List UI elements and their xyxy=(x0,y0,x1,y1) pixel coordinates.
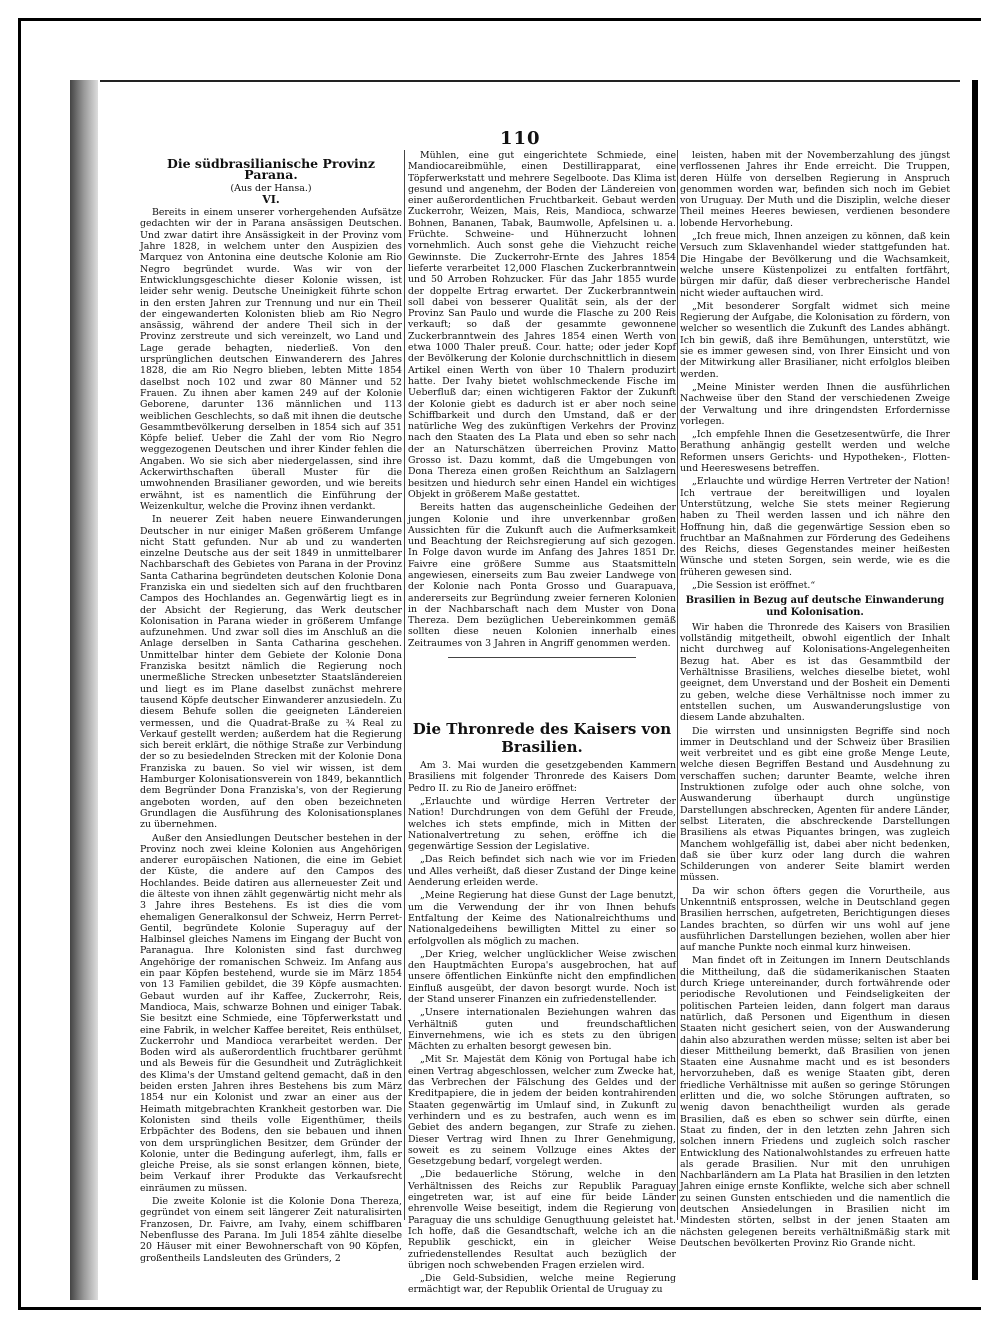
paragraph: In neuerer Zeit haben neuere Einwanderungen Deutscher in nur einiger Maßen größerem Umfange nicht Statt gefunden. Nur ab und zu wanderten einzelne Deutsche aus der seit 1849 in unmittelbarer Nachbarschaft des Gebietes von Parana in der Provinz Santa Catharina begründeten deutschen Kolonie Dona Franziska ein und siedelten sich auf den fruchtbaren Campos des Hochlandes an. Gegenwärtig liegt es in der Absicht der Regierung, das Werk deutscher Kolonisation in Parana wieder in größerem Umfange aufzunehmen. Und zwar soll dies im Anschluß an die Anlage derselben in Santa Catharina geschehen. Unmittelbar hinter dem Gebiete der Kolonie Dona Franziska besitzt nämlich die Regierung noch unermeßliche Strecken unbesetzter Staatsländereien und liegt es im Plane daselbst zunächst mehrere tausend Köpfe deutscher Einwanderer anzusiedeln. Zu diesem Behufe sollen die geeigneten Ländereien vermessen, und die Quadrat-Braße zu ¾ Real zu Verkauf gestellt werden; außerdem hat die Regierung sich bereit erklärt, die nöthige Straße zur Verbindung der so zu besiedelnden Strecken mit der Kolonie Dona Franziska zu bauen. So viel wir wissen, ist dem Hamburger Kolonisationsverein von 1849, bekanntlich dem Begründer Dona Franziska's, von der Regierung angeboten worden, auf den oben bezeichneten Grundlagen die Ausführung des Kolonisationsplanes zu übernehmen. xyxy=(140,514,402,831)
column-rule xyxy=(677,150,678,1220)
column-3 xyxy=(680,150,950,1251)
paragraph: „Das Reich befindet sich nach wie vor im Frieden und Alles verheißt, daß dieser Zustand der Dinge keine Aenderung erleiden werde. xyxy=(408,854,676,889)
column-2 xyxy=(408,150,676,1298)
paragraph: Wir haben die Thronrede des Kaisers von Brasilien vollständig mitgetheilt, obwohl eigentlich der Inhalt nicht durchweg auf Kolonisations-Angelegenheiten Bezug hat. Aber es ist das Gesammtbild der Verhältnisse Brasiliens, welches dieselbe bietet, wohl geeignet, dem Unverstand und der Bosheit ein Dementi zu geben, welche diese Verhältnisse noch immer zu entstellen suchen, um Auswanderungslustige von diesem Lande abzuhalten. xyxy=(680,621,950,724)
paragraph: Man findet oft in Zeitungen im Innern Deutschlands die Mittheilung, daß die südamerikanischen Staaten durch Kriege untereinander, durch fortwährende oder periodische Revolutionen und Feindseligkeiten der politischen Parteien leiden, dann folgert man daraus natürlich, daß Personen und Eigenthum in diesen Staaten nicht gesichert seien, von der Auswanderung dahin also abzurathen werden müsse; selten ist aber bei dieser Mittheilung bemerkt, daß Brasilien von jenen Staaten eine Ausnahme macht und es ist besonders hervorzuheben, daß es wenige Staaten gibt, deren friedliche Verhältnisse mit außen so geringe Störungen erlitten und die, wo solche Störungen auftraten, so wenig davon benachtheiligt wurden als gerade Brasilien, daß es eben so schwer sein dürfte, einen Staat zu finden, der in den letzten zehn Jahren sich solchen innern Friedens und zugleich solch rascher Entwicklung des Nationalwohlstandes zu erfreuen hatte als gerade Brasilien. Nur mit den unruhigen Nachbarländern am La Plata hat Brasilien in den letzten Jahren einige ernste Konflikte, welche sich aber schnell zu seinen Gunsten entschieden und die namentlich die deutschen Ansiedelungen in Brasilien nicht im Mindesten störten, selbst in der jenen Staaten am nächsten gelegenen bereits verhältnißmäßig stark mit Deutschen bevölkerten Provinz Rio Grande nicht. xyxy=(680,955,950,1249)
paragraph: „Die Geld-Subsidien, welche meine Regierung ermächtigt war, der Republik Oriental de Uruguay zu xyxy=(408,1273,676,1296)
paragraph: leisten, haben mit der Novemberzahlung des jüngst verflossenen Jahres ihr Ende erreicht. Die Truppen, deren Hülfe von derselben Regierung in Anspruch genommen worden war, befinden sich noch im Gebiet von Uruguay. Der Muth und die Disziplin, welche dieser Theil meines Heeres bewiesen, verdienen besondere lobende Hervorhebung. xyxy=(680,150,950,229)
paragraph: Die zweite Kolonie ist die Kolonie Dona Thereza, gegründet von einem seit längerer Zeit naturalisirten Franzosen, Dr. Faivre, am Ivahy, einem schiffbaren Nebenflusse des Parana. Im Juli 1854 zählte dieselbe 20 Häuser mit einer Bewohnerschaft von 90 Köpfen, großentheils Landsleuten des Gründers, 2 xyxy=(140,1196,402,1264)
paragraph: Mühlen, eine gut eingerichtete Schmiede, eine Mandiocareibmühle, einen Destillirapparat, eine Töpferwerkstatt und mehrere Segelboote. Das Klima ist gesund und angenehm, der Boden der Ländereien von einer außerordentlichen Fruchtbarkeit. Gebaut werden Zuckerrohr, Weizen, Mais, Reis, Mandioca, schwarze Bohnen, Bananen, Tabak, Baumwolle, Apfelsinen u. a. Früchte. Schweine- und Hühnerzucht lohnen vornehmlich. Auch sonst gehe die Viehzucht reiche Gewinnste. Die Zuckerrohr-Ernte des Jahres 1854 lieferte verarbeitet 12,000 Flaschen Zuckerbranntwein und 50 Arroben Rohzucker. Für das Jahr 1855 wurde der doppelte Ertrag erwartet. Der Zuckerbranntwein soll dabei von besserer Qualität sein, als der der Provinz San Paulo und wurde die Flasche zu 200 Reis verkauft; so daß der gesammte gewonnene Zuckerbranntwein des Jahres 1854 einen Werth von etwa 1000 Thaler preuß. Cour. hatte; oder jeder Kopf der Bevölkerung der Kolonie durchschnittlich in diesem Artikel einen Werth von über 10 Thalern produzirt hatte. Der Ivahy bietet wohlschmeckende Fische im Ueberfluß dar; einen wichtigeren Faktor der Zukunft der Kolonie giebt es dadurch ist er aber noch seine Schiffbarkeit und durch den Umstand, daß er der natürliche Weg des zukünftigen Verkehrs der Provinz nach den Staaten des La Plata und eben so sehr nach der an Naturschätzen überreichen Provinz Matto Grosso ist. Dazu kommt, daß die Umgebungen von Dona Thereza einen großen Reichthum an Salzlagern besitzen und hiedurch sehr einen Handel ein wichtiges Objekt in größerem Maße gestattet. xyxy=(408,150,676,500)
book-spine xyxy=(70,80,98,1300)
paragraph: Bereits hatten das augenscheinliche Gedeihen der jungen Kolonie und ihre unverkennbar großen Aussichten für die Zukunft auch die Aufmerksamkeit und Beachtung der Reichsregierung auf sich gezogen. In Folge davon wurde im Anfang des Jahres 1851 Dr. Faivre eine größere Summe aus Staatsmitteln angewiesen, einerseits zum Bau zweier Landwege von der Kolonie nach Ponta Grosso und Guarapuava, andererseits zur Begründung zweier ferneren Kolonien in der Nachbarschaft nach dem Muster von Dona Thereza. Dem bezüglichen Uebereinkommen gemäß sollten diese neuen Kolonien innerhalb eines Zeitraumes von 3 Jahren in Angriff genommen werden. xyxy=(408,502,676,649)
paragraph: „Ich freue mich, Ihnen anzeigen zu können, daß kein Versuch zum Sklavenhandel wieder stattgefunden hat. Die Hingabe der Bevölkerung und die Wachsamkeit, welche unsere Küstenpolizei zu entfalten fortfährt, bürgen mir dafür, daß dieser verbrecherische Handel nicht wieder auftauchen wird. xyxy=(680,231,950,299)
column-rule xyxy=(404,150,405,1220)
page-number: 110 xyxy=(500,128,541,149)
article-part: VI. xyxy=(262,192,280,206)
paragraph: Am 3. Mai wurden die gesetzgebenden Kammern Brasiliens mit folgender Thronrede des Kaisers Dom Pedro II. zu Rio de Janeiro eröffnet: xyxy=(408,760,676,794)
paragraph: „Mit besonderer Sorgfalt widmet sich meine Regierung der Aufgabe, die Kolonisation zu fördern, von welcher so wesentlich die Zukunft des Landes abhängt. Ich bin gewiß, daß ihre Bemühungen, unterstützt, wie sie es immer gewesen sind, von Ihrer Einsicht und von der Mitwirkung aller Brasilianer, nicht erfolglos bleiben werden. xyxy=(680,300,950,380)
paragraph: Die wirrsten und unsinnigsten Begriffe sind noch immer in Deutschland und der Schweiz über Brasilien weit verbreitet und es gibt eine große Menge Leute, welche diesen Begriffen Bestand und Ausdehnung zu verschaffen suchen; darunter Beamte, welche ihren Instruktionen zufolge oder auch ohne solche, von Auswanderung überhaupt durch ungünstige Darstellungen abschrecken, Agenten für andere Länder, selbst Literaten, die abschreckende Darstellungen Brasiliens als etwas Piquantes bringen, was zugleich Manchem wohlgefällig ist, dabei aber nicht bedenken, daß sie über kurz oder lang durch die wahren Schilderungen von anderer Seite blamirt werden müssen. xyxy=(680,725,950,884)
separator xyxy=(448,657,636,658)
paragraph: „Mit Sr. Majestät dem König von Portugal habe ich einen Vertrag abgeschlossen, welcher zum Zwecke hat, das Verbrechen der Fälschung des Geldes und der Kreditpapiere, die in jedem der beiden kontrahirenden Staaten gegenwärtig im Umlauf sind, in Zukunft zu verhindern und es zu bestrafen, auch wenn es im Gebiet des andern begangen, zur Strafe zu ziehen. Dieser Vertrag wird Ihnen zu Ihrer Genehmigung, soweit es zu seinem Vollzuge eines Aktes der Gesetzgebung bedarf, vorgelegt werden. xyxy=(408,1054,676,1168)
paragraph: Außer den Ansiedlungen Deutscher bestehen in der Provinz noch zwei kleine Kolonien aus Angehörigen anderer europäischen Nationen, die eine im Gebiet der Küste, die andere auf den Campos des Hochlandes. Beide datiren aus allerneuester Zeit und die älteste von ihnen zählt gegenwärtig nicht mehr als 3 Jahre ihres Bestehens. Es ist dies die vom ehemaligen Generalkonsul der Schweiz, Herrn Perret-Gentil, begründete Kolonie Superaguy auf der Halbinsel gleiches Namens im Eingang der Bucht von Paranagua. Ihre Kolonisten sind fast durchweg Angehörige der romanischen Schweiz. Im Anfang aus ein paar Köpfen bestehend, wurde sie im März 1854 von 13 Familien gebildet, die 39 Köpfe ausmachten. Gebaut wurden auf ihr Kaffee, Zuckerrohr, Reis, Mandioca, Mais, schwarze Bohnen und einiger Tabak. Sie besitzt eine Schmiede, eine Töpferwerkstatt und eine Fabrik, in welcher Kaffee bereitet, Reis enthülset, Zuckerrohr und Mandioca verarbeitet werden. Der Boden wird als außerordentlich fruchtbarer gerühmt und als Beweis für die Gesundheit und Zuträglichkeit des Klima's der Umstand geltend gemacht, daß in den beiden ersten Jahren ihres Bestehens bis zum März 1854 nur ein Kolonist und zwar an einer aus der Heimath mitgebrachten Krankheit gestorben war. Die Kolonisten sind theils volle Eigenthümer, theils Erbpächter des Bodens, den sie bebauen und ihnen von dem ursprünglichen Besitzer, dem Gründer der Kolonie, unter die Bedingung auferlegt, ihm, falls er gleiche Preise, als sie sonst erlangen können, biete, beim Verkauf ihrer Produkte das Verkaufsrecht einräumen zu müssen. xyxy=(140,832,402,1194)
paragraph: „Die bedauerliche Störung, welche in den Verhältnissen des Reichs zur Republik Paraguay eingetreten war, ist auf eine für beide Länder ehrenvolle Weise beseitigt, indem die Regierung von Paraguay die uns schuldige Genugthuung geleistet hat. Ich hoffe, daß die Gesandtschaft, welche ich an die Republik geschickt, ein in gleicher Weise zufriedenstellendes Resultat auch bezüglich der übrigen noch schwebenden Fragen erzielen wird. xyxy=(408,1169,676,1271)
article-title: Die Thronrede des Kaisers von xyxy=(412,720,672,739)
paragraph: „Meine Regierung hat diese Gunst der Lage benutzt, um die Verwendung der ihr von Ihnen behufs Entfaltung der Keime des Nationalreichthums und Nationalgedeihens bewilligten Mittel zu einer so erfolgvollen als möglich zu machen. xyxy=(408,890,676,947)
paragraph: „Die Session ist eröffnet.“ xyxy=(692,579,816,591)
paragraph: Bereits in einem unserer vorhergehenden Aufsätze gedachten wir der in Parana ansässigen Deutschen. Und zwar datirt ihre Ansässigkeit in der Provinz vom Jahre 1828, in welchem unter den Auspizien des Marquez von Antonina eine deutsche Kolonie am Rio Negro begründet wurde. Was wir von der Entwicklungsgeschichte dieser Kolonie wissen, ist leider sehr wenig. Deutsche Uneinigkeit führte schon in den ersten Jahren zur Trennung und nur ein Theil der eingewanderten Kolonisten blieb am Rio Negro ansässig, während der andere Theil sich in der Provinz zerstreute und sich vereinzelt, wo Land und Lage gerade behagten, niederließ. Von den ursprünglichen deutschen Einwanderern des Jahres 1828, die am Rio Negro blieben, lebten Mitte 1854 daselbst noch 102 und zwar 80 Männer und 52 Frauen. Zu ihnen aber kamen 249 auf der Kolonie Geborene, darunter 136 männlichen und 113 weiblichen Geschlechts, so daß mit ihnen die deutsche Gesammtbevölkerung derselben in 1854 sich auf 351 Köpfe belief. Ueber die Zahl der vom Rio Negro weggezogenen Deutschen und ihrer Kinder fehlen die Angaben. Wo sie sich aber niedergelassen, sind ihre Ackerwirthschaften überall Muster für die umwohnenden Brasilianer geworden, und wie bereits erwähnt, ist es namentlich die Einführung der Weizenkultur, welche die Provinz ihnen verdankt. xyxy=(140,207,402,512)
section-heading: Brasilien in Bezug auf deutsche Einwanderung und Kolonisation. xyxy=(685,595,945,618)
paragraph: „Ich empfehle Ihnen die Gesetzesentwürfe, die Ihrer Berathung anhängig gestellt werden und welche Reformen unsers Gerichts- und Hypotheken-, Flotten- und Heereswesens betreffen. xyxy=(680,429,950,475)
paragraph: „Unsere internationalen Beziehungen wahren das Verhältniß guten und freundschaftlichen Einvernehmens, wie ich es stets zu den übrigen Mächten zu erhalten besorgt gewesen bin. xyxy=(408,1007,676,1053)
paragraph: „Erlauchte und würdige Herren Vertreter der Nation! Ich vertraue der bereitwilligen und loyalen Unterstützung, welche Sie stets meiner Regierung haben zu Theil werden lassen und ich nähre den Hoffnung hin, daß die gegenwärtige Session eben so fruchtbar an Maßnahmen zur Förderung des Gedeihens des Reichs, dieses Gegenstandes meiner heißesten Wünsche und steten Sorgen, sein werde, wie es die früheren gewesen sind. xyxy=(680,476,950,578)
article-source: (Aus der Hansa.) xyxy=(230,182,312,194)
column-1 xyxy=(140,150,402,1266)
paragraph: „Der Krieg, welcher unglücklicher Weise zwischen den Hauptmächten Europa's ausgebrochen, hat auf unsere öffentlichen Einkünfte nicht den empfindlichen Einfluß ausgeübt, der davon besorgt wurde. Noch ist der Stand unserer Finanzen ein zufriedenstellender. xyxy=(408,948,676,1005)
article-title-line2: Brasilien. xyxy=(501,738,583,757)
paragraph: Da wir schon öfters gegen die Vorurtheile, aus Unkenntniß entsprossen, welche in Deutschland gegen Brasilien herrschen, aufgetreten, Berichtigungen dieses Landes brachten, so dürfen wir uns wohl auf jene ausführlichen Darstellungen beziehen, wollen aber hier auf manche Punkte noch einmal kurz hinweisen. xyxy=(680,885,950,954)
page-edge xyxy=(972,80,978,1280)
article-title: Die südbrasilianische Provinz Parana. xyxy=(167,156,375,183)
paragraph: „Erlauchte und würdige Herren Vertreter der Nation! Durchdrungen von dem Gefühl der Freude, welches ich stets empfinde, mich in Mitten der Nationalvertretung zu sehen, eröffne ich die gegenwärtige Session der Legislative. xyxy=(408,795,676,853)
paragraph: „Meine Minister werden Ihnen die ausführlichen Nachweise über den Stand der verschiedenen Zweige der Verwaltung und ihre dringendsten Erfordernisse vorlegen. xyxy=(680,381,950,427)
